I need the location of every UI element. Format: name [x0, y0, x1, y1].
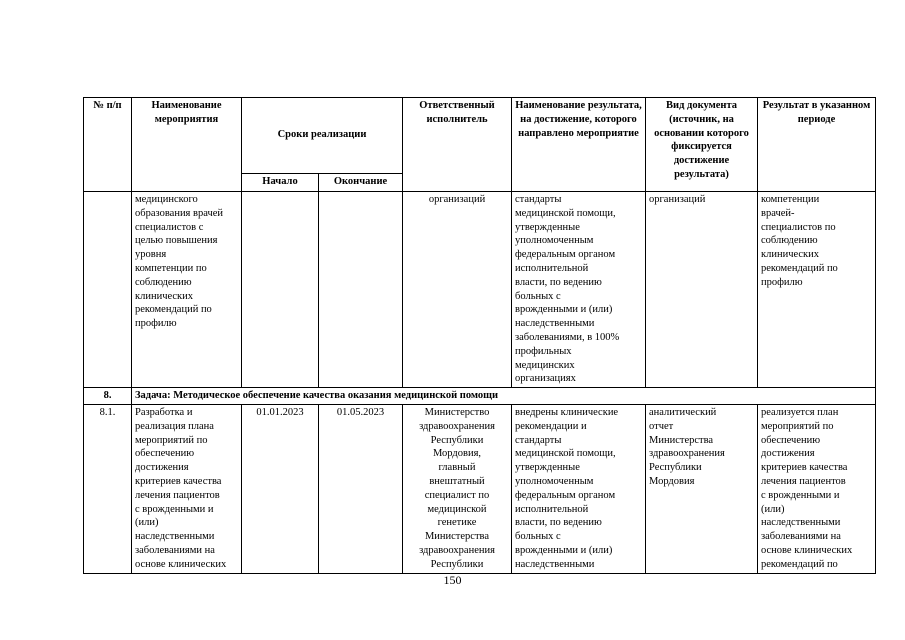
cell-result-name	[512, 192, 646, 388]
text-line: Мордовия	[649, 475, 695, 487]
task-number: 8.	[84, 388, 132, 405]
text-line: специалистов с	[135, 221, 204, 233]
text-line: рекомендаций по	[761, 262, 838, 274]
header-document-type: Вид документа (источник, на основании которого фиксируется достижение результата)	[646, 98, 758, 192]
text-line: Министерство	[424, 406, 490, 418]
cell-document-type	[646, 404, 758, 573]
text-line: больных с	[515, 531, 561, 543]
text-line: клинических	[135, 290, 194, 302]
header-end: Окончание	[319, 174, 403, 192]
text-line: обеспечению	[135, 448, 195, 460]
text-line: специалистов по	[761, 221, 836, 233]
text-line: отчет	[649, 420, 674, 432]
task-row	[84, 388, 876, 405]
text-line: федеральным органом	[515, 489, 616, 501]
text-line: Республики	[430, 434, 484, 446]
text-line: достижения	[135, 462, 189, 474]
text-line: образования врачей	[135, 207, 224, 219]
text-line: организациях	[515, 373, 576, 385]
text-line: компетенции по	[135, 262, 207, 274]
text-line: здравоохранения	[649, 448, 725, 460]
text-line: целью повышения	[135, 235, 218, 247]
text-line: с врожденными и	[761, 489, 840, 501]
cell-start	[242, 192, 319, 388]
cell-number: 8.1.	[84, 404, 132, 573]
text-line: утвержденные	[515, 462, 580, 474]
text-line: врачей-	[761, 207, 795, 219]
text-line: внедрены клинические	[515, 406, 619, 418]
cell-executor: организаций	[403, 192, 512, 388]
text-line: Разработка и	[135, 406, 193, 418]
text-line: врожденными и (или)	[515, 304, 613, 316]
text-line: федеральным органом	[515, 249, 616, 261]
text-line: достижения	[761, 448, 815, 460]
text-line: лечения пациентов	[761, 475, 846, 487]
text-line: медицинской	[427, 503, 487, 515]
text-line: мероприятий по	[135, 434, 208, 446]
text-line: утвержденные	[515, 221, 580, 233]
text-line: Республики	[430, 558, 484, 570]
text-line: Республики	[649, 462, 702, 474]
header-start: Начало	[242, 174, 319, 192]
text-line: наследственными	[515, 318, 595, 330]
text-line: (или)	[135, 517, 159, 529]
text-line: генетике	[437, 517, 477, 529]
cell-end	[319, 192, 403, 388]
text-line: клинических	[761, 249, 820, 261]
text-line: профильных	[515, 345, 572, 357]
text-line: исполнительной	[515, 262, 589, 274]
cell-result-name	[512, 404, 646, 573]
text-line: наследственными	[135, 531, 215, 543]
text-line: наследственными	[761, 517, 841, 529]
text-line: профилю	[135, 318, 177, 330]
text-line: соблюдению	[135, 276, 192, 288]
task-text: Задача: Методическое обеспечение качества оказания медицинской помощи	[132, 388, 876, 405]
text-line: Мордовия,	[432, 448, 482, 460]
header-executor: Ответственный исполнитель	[403, 98, 512, 192]
text-line: лечения пациентов	[135, 489, 220, 501]
text-line: (или)	[761, 503, 785, 515]
page-number: 150	[443, 573, 462, 587]
text-line: аналитический	[649, 406, 717, 418]
header-number: № п/п	[84, 98, 132, 192]
text-line: заболеваниями, в 100%	[515, 331, 620, 343]
text-line: главный	[438, 462, 476, 474]
table-row	[84, 404, 876, 573]
text-line: стандарты	[515, 194, 562, 205]
text-line: основе клинических	[135, 558, 227, 570]
text-line: специалист по	[424, 489, 490, 501]
text-line: уполномоченным	[515, 475, 594, 487]
text-line: мероприятий по	[761, 420, 834, 432]
text-line: уполномоченным	[515, 235, 594, 247]
header-activity-name: Наименование мероприятия	[132, 98, 242, 192]
cell-result-period	[758, 404, 876, 573]
cell-activity-name	[132, 192, 242, 388]
header-result-period: Результат в указанном периоде	[758, 98, 876, 192]
cell-document-type: организаций	[646, 192, 758, 388]
cell-end: 01.05.2023	[319, 404, 403, 573]
header-result-name: Наименование результата, на достижение, которого направлено мероприятие	[512, 98, 646, 192]
text-line: власти, по ведению	[515, 517, 602, 529]
text-line: заболеваниями на	[761, 531, 841, 543]
text-line: рекомендаций по	[135, 304, 212, 316]
text-line: власти, по ведению	[515, 276, 602, 288]
text-line: медицинских	[515, 359, 575, 371]
cell-activity-name	[132, 404, 242, 573]
text-line: медицинского	[135, 194, 198, 205]
text-line: здравоохранения	[419, 420, 495, 432]
text-line: критериев качества	[761, 462, 848, 474]
text-line: компетенции	[761, 194, 820, 205]
text-line: соблюдению	[761, 235, 818, 247]
text-line: больных с	[515, 290, 561, 302]
text-line: реализуется план	[761, 406, 839, 418]
text-line: исполнительной	[515, 503, 589, 515]
cell-result-period	[758, 192, 876, 388]
text-line: основе клинических	[761, 544, 853, 556]
text-line: с врожденными и	[135, 503, 214, 515]
activities-table	[83, 97, 876, 574]
cell-number	[84, 192, 132, 388]
text-line: Министерства	[424, 531, 490, 543]
text-line: реализация плана	[135, 420, 214, 432]
table-row	[84, 192, 876, 388]
text-line: здравоохранения	[419, 544, 495, 556]
text-line: медицинской помощи,	[515, 207, 616, 219]
text-line: обеспечению	[761, 434, 821, 446]
cell-start: 01.01.2023	[242, 404, 319, 573]
text-line: Министерства	[649, 434, 714, 446]
text-line: стандарты	[515, 434, 562, 446]
text-line: критериев качества	[135, 475, 222, 487]
text-line: внештатный	[429, 475, 485, 487]
text-line: наследственными	[515, 558, 595, 570]
cell-executor	[403, 404, 512, 573]
text-line: медицинской помощи,	[515, 448, 616, 460]
text-line: рекомендаций по	[761, 558, 838, 570]
text-line: рекомендации и	[515, 420, 587, 432]
text-line: уровня	[135, 249, 167, 261]
text-line: заболеваниями на	[135, 544, 215, 556]
text-line: врожденными и (или)	[515, 544, 613, 556]
header-terms: Сроки реализации	[242, 98, 403, 174]
text-line: профилю	[761, 276, 803, 288]
